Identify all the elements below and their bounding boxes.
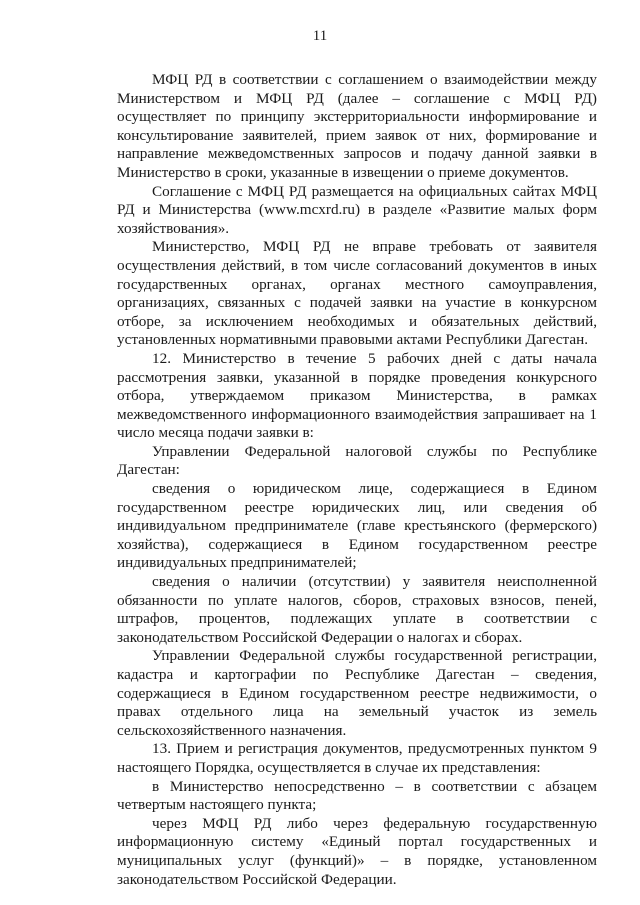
page-number: 11 <box>312 28 328 44</box>
paragraph-rosreestr: Управлении Федеральной службы государственной регистрации, кадастра и картографии по Республике Дагестан – сведения, содержащиеся в Едином государственном реестре недвижимости, о правах отдельного лица на земельный участок из земель сельскохозяйственного назначения. <box>117 647 597 739</box>
paragraph-tax-debts: сведения о наличии (отсутствии) у заявителя неисполненной обязанности по уплате налогов, сборов, страховых взносов, пеней, штрафов, процентов, подлежащих уплате в соответствии с законодательством Российской Федерации о налогах и сборах. <box>117 573 597 646</box>
paragraph-agreement-publication: Соглашение с МФЦ РД размещается на официальных сайтах МФЦ РД и Министерства (www.mcxrd.ru) в разделе «Развитие малых форм хозяйствования». <box>117 182 597 237</box>
paragraph-tax-service: Управлении Федеральной налоговой службы по Республике Дагестан: <box>117 442 597 479</box>
paragraph-ministry-direct: в Министерство непосредственно – в соответствии с абзацем четвертым настоящего пункта; <box>117 777 597 814</box>
document-body <box>117 71 597 889</box>
paragraph-item-13: 13. Прием и регистрация документов, предусмотренных пунктом 9 настоящего Порядка, осуществляется в случае их представления: <box>117 740 597 776</box>
paragraph-mfc-agreement: МФЦ РД в соответствии с соглашением о взаимодействии между Министерством и МФЦ РД (далее – соглашение с МФЦ РД) осуществляет по принципу экстерриториальности информирование и консультирование заявителей, прием заявок от них, формирование и направление межведомственных запросов и подачу данной заявки в Министерство в сроки, указанные в извещении о приеме документов. <box>117 71 597 181</box>
paragraph-item-12: 12. Министерство в течение 5 рабочих дней с даты начала рассмотрения заявки, указанной в порядке проведения конкурсного отбора, утверждаемом приказом Министерства, в рамках межведомственного информационного взаимодействия запрашивает на 1 число месяца подачи заявки в: <box>117 349 597 442</box>
paragraph-mfc-or-portal: через МФЦ РД либо через федеральную государственную информационную систему «Единый портал государственных и муниципальных услуг (функций)» – в порядке, установленном законодательством Российской Федерации. <box>117 814 597 888</box>
paragraph-no-extra-requirements: Министерство, МФЦ РД не вправе требовать от заявителя осуществления действий, в том числе согласований документов в иных государственных органах, органах местного самоуправления, организациях, связанных с подачей заявки на участие в конкурсном отборе, за исключением необходимых и обязательных действий, установленных нормативными правовыми актами Республики Дагестан. <box>117 238 597 349</box>
paragraph-registry-info: сведения о юридическом лице, содержащиеся в Едином государственном реестре юридических лиц, или сведения об индивидуальном предпринимателе (главе крестьянского (фермерского) хозяйства), содержащиеся в Едином государственном реестре индивидуальных предпринимателей; <box>117 480 597 572</box>
